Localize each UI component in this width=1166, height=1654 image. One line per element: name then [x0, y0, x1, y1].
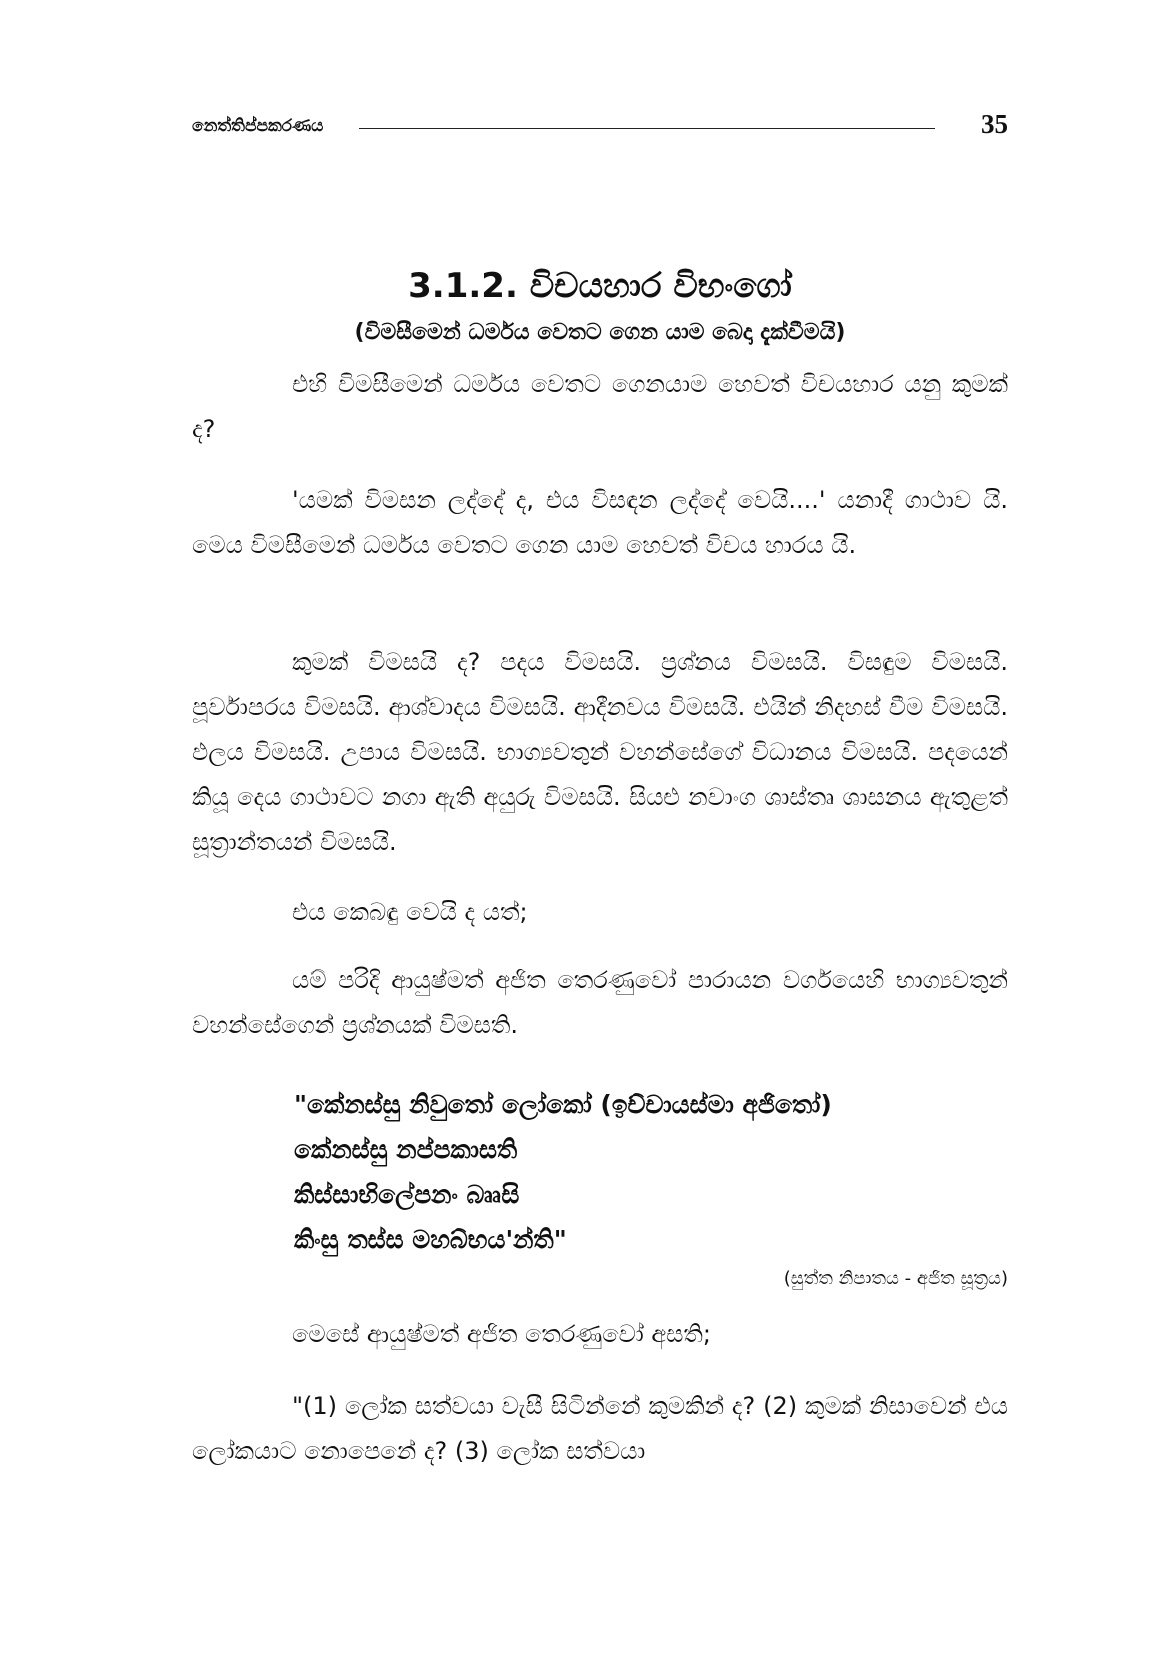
paragraph: "(1) ලෝක සත්වයා වැසී සිටින්නේ කුමකින් ද? (2) කුමක් නිසාවෙන් එය ලෝකයාට නොපෙනේ ද? (3) ලෝක සත්වයා: [192, 1392, 1008, 1465]
page-number: 35: [981, 109, 1008, 139]
header-rule: [359, 128, 935, 129]
section-heading: 3.1.2. විචයහාර විභංගෝ: [408, 266, 792, 306]
verse-line: කිස්සාභිලේපනං බෲසි: [294, 1180, 520, 1209]
paragraph: එහි විමසීමෙන් ධර්මය වෙතට ගෙනයාම හෙවත් විචයහාර යනු කුමක් ද?: [192, 370, 1008, 443]
verse-line: කිංසු තස්ස මහබ්භය'න්ති": [294, 1225, 567, 1254]
verse-line: "කේනස්සු නිවුතෝ ලෝකෝ (ඉච්චායස්මා අජිතෝ): [294, 1090, 832, 1119]
paragraph: එය කෙබඳු වෙයි ද යත්;: [292, 898, 528, 926]
running-header: [192, 104, 1008, 144]
verse-line: කේනස්සු නප්පකාසති: [294, 1135, 518, 1164]
paragraph: යම් පරිදි ආයුෂ්මත් අජිත තෙරණුවෝ පාරායන වර්ගයෙහි භාග්‍යවතුන් වහන්සේගෙන් ප්‍රශ්නයක් විමසති.: [192, 966, 1008, 1039]
verse-block: [294, 1082, 1008, 1262]
section-subheading: (විමසීමෙන් ධර්මය වෙතට ගෙන යාම බෙදා දැක්වීමයි): [354, 320, 846, 345]
paragraph: 'යමක් විමසන ලද්දේ ද, එය විසඳන ලද්දේ වෙයි....' යනාදී ගාථාව යි. මෙය විමසීමෙන් ධර්මය වෙතට ගෙන යාම හෙවත් විචය හාරය යි.: [192, 486, 1008, 559]
running-title: නෙත්තිප්පකරණය: [192, 116, 324, 136]
paragraph: මෙසේ ආයුෂ්මත් අජිත තෙරණුවෝ අසති;: [292, 1320, 712, 1348]
verse-citation: (සුත්ත නිපාතය - අජිත සූත්‍රය): [783, 1268, 1008, 1289]
paragraph: කුමක් විමසයි ද? පදය විමසයි. ප්‍රශ්නය විමසයි. විසඳුම විමසයි. පූර්වාපරය විමසයි. ආශ්වාදය විමසයි. ආදීනවය විමසයි. එයින් නිදහස් වීම විමසයි. ඵලය විමසයි. උපාය විමසයි. භාග්‍යවතුන් වහන්සේගේ විධානය විමසයි. පදයෙන් කියූ දෙය ගාථාවට නගා ඇති අයුරු විමසයි. සියළු නවාංග ශාස්තෘ ශාසනය ඇතුළත් සූත්‍රාන්තයන් විමසයි.: [192, 648, 1008, 856]
